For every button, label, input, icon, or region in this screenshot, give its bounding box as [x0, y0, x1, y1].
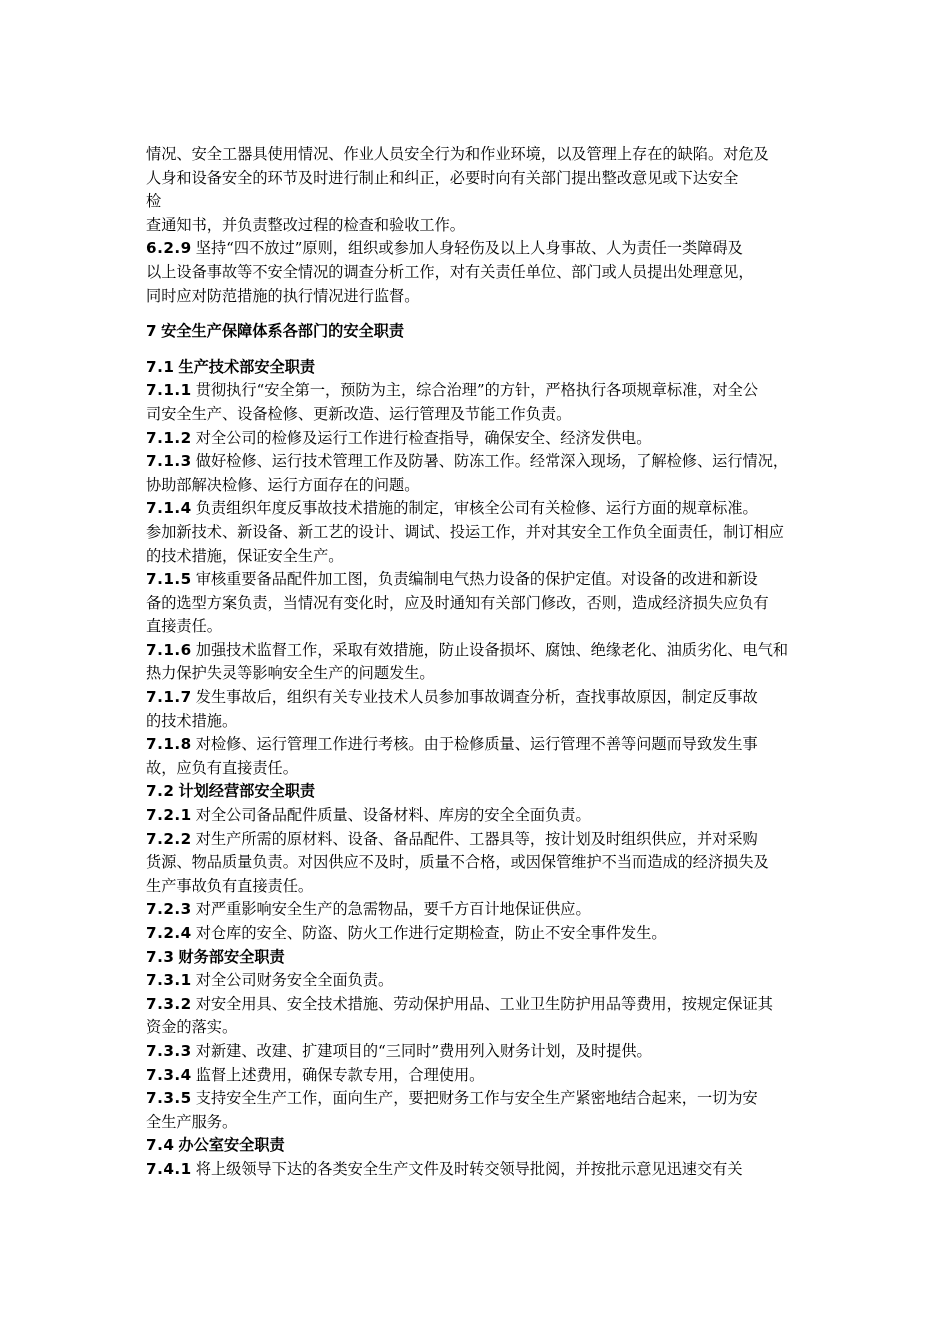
clause-7-1-3: 7.1.3 做好检修、运行技术管理工作及防暑、防冻工作。经常深入现场，了解检修、运行情况，: [146, 452, 789, 471]
clause-7-3-4: 7.3.4 监督上述费用，确保专款专用，合理使用。: [146, 1065, 485, 1084]
text-line: 协助部解决检修、运行方面存在的问题。: [146, 475, 420, 494]
clause-7-1-5: 7.1.5 审核重要备品配件加工图，负责编制电气热力设备的保护定值。对设备的改进和新设: [146, 570, 758, 589]
text-line: 全生产服务。: [146, 1112, 238, 1131]
subsection-heading-7-3: 7.3 财务部安全职责: [146, 947, 285, 966]
clause-7-4-1: 7.4.1 将上级领导下达的各类安全生产文件及时转交领导批阅，并按批示意见迅速交有关: [146, 1159, 743, 1178]
text-line: 热力保护失灵等影响安全生产的问题发生。: [146, 664, 435, 683]
clause-7-1-4: 7.1.4 负责组织年度反事故技术措施的制定，审核全公司有关检修、运行方面的规章标准。: [146, 499, 758, 518]
clause-7-3-1: 7.3.1 对全公司财务安全全面负责。: [146, 971, 394, 990]
text-line: 同时应对防范措施的执行情况进行监督。: [146, 286, 420, 305]
text-line: 查通知书，并负责整改过程的检查和验收工作。: [146, 215, 465, 234]
clause-7-3-5: 7.3.5 支持安全生产工作，面向生产，要把财务工作与安全生产紧密地结合起来，一切为安: [146, 1089, 758, 1108]
section-heading-7: 7 安全生产保障体系各部门的安全职责: [146, 322, 405, 341]
clause-number: 6.2.9: [146, 239, 192, 258]
text-line: 直接责任。: [146, 617, 222, 636]
clause-7-3-3: 7.3.3 对新建、改建、扩建项目的“三同时”费用列入财务计划，及时提供。: [146, 1041, 652, 1060]
clause-7-2-2: 7.2.2 对生产所需的原材料、设备、备品配件、工器具等，按计划及时组织供应，并对采购: [146, 829, 758, 848]
clause-7-2-4: 7.2.4 对仓库的安全、防盗、防火工作进行定期检查，防止不安全事件发生。: [146, 924, 667, 942]
text-line: 备的选型方案负责，当情况有变化时，应及时通知有关部门修改，否则，造成经济损失应负有: [146, 593, 769, 612]
clause-7-2-1: 7.2.1 对全公司备品配件质量、设备材料、库房的安全全面负责。: [146, 806, 591, 825]
text-line: 故，应负有直接责任。: [146, 758, 298, 777]
subsection-title: 办公室安全职责: [178, 1136, 285, 1155]
subsection-title: 计划经营部安全职责: [178, 782, 316, 801]
clause-7-1-6: 7.1.6 加强技术监督工作，采取有效措施，防止设备损坏、腐蚀、绝缘老化、油质劣化、电气和: [146, 640, 789, 659]
clause-7-1-7: 7.1.7 发生事故后，组织有关专业技术人员参加事故调查分析，查找事故原因，制定反事故: [146, 688, 758, 707]
clause-text: 坚持“四不放过”原则，组织或参加人身轻伤及以上人身事故、人为责任一类障碍及: [195, 239, 743, 258]
text-line: 司安全生产、设备检修、更新改造、运行管理及节能工作负责。: [146, 404, 572, 423]
text-line: 情况、安全工器具使用情况、作业人员安全行为和作业环境，以及管理上存在的缺陷。对危及: [146, 145, 769, 163]
text-line: 生产事故负有直接责任。: [146, 876, 314, 895]
subsection-heading-7-4: 7.4 办公室安全职责: [146, 1136, 285, 1155]
text-line: 资金的落实。: [146, 1018, 238, 1037]
text-line: 检: [146, 192, 162, 211]
subsection-title: 生产技术部安全职责: [178, 357, 316, 376]
section-title: 安全生产保障体系各部门的安全职责: [161, 322, 405, 341]
clause-6-2-9: [146, 237, 810, 261]
clause-7-1-2: 7.1.2 对全公司的检修及运行工作进行检查指导，确保安全、经济发供电。: [146, 428, 652, 447]
subsection-heading-7-1: 7.1 生产技术部安全职责: [146, 357, 316, 376]
text-line: 货源、物品质量负责。对因供应不及时，质量不合格，或因保管维护不当而造成的经济损失及: [146, 853, 769, 872]
clause-7-1-1: 7.1.1 贯彻执行“安全第一，预防为主，综合治理”的方针，严格执行各项规章标准，对全公: [146, 381, 759, 400]
document-body: [146, 143, 810, 1182]
clause-7-2-3: 7.2.3 对严重影响安全生产的急需物品，要千方百计地保证供应。: [146, 900, 591, 919]
clause-7-3-2: 7.3.2 对安全用具、安全技术措施、劳动保护用品、工业卫生防护用品等费用，按规定保证其: [146, 994, 773, 1013]
subsection-title: 财务部安全职责: [178, 947, 285, 966]
text-line: 参加新技术、新设备、新工艺的设计、调试、投运工作，并对其安全工作负全面责任，制订相应: [146, 522, 784, 541]
text-line: 的技术措施。: [146, 711, 238, 730]
text-line: 以上设备事故等不安全情况的调查分析工作，对有关责任单位、部门或人员提出处理意见，: [146, 262, 754, 281]
text-line: 人身和设备安全的环节及时进行制止和纠正，必要时向有关部门提出整改意见或下达安全: [146, 168, 739, 187]
clause-7-1-8: 7.1.8 对检修、运行管理工作进行考核。由于检修质量、运行管理不善等问题而导致发生事: [146, 735, 758, 754]
text-line: 的技术措施，保证安全生产。: [146, 546, 344, 565]
subsection-heading-7-2: 7.2 计划经营部安全职责: [146, 782, 316, 801]
